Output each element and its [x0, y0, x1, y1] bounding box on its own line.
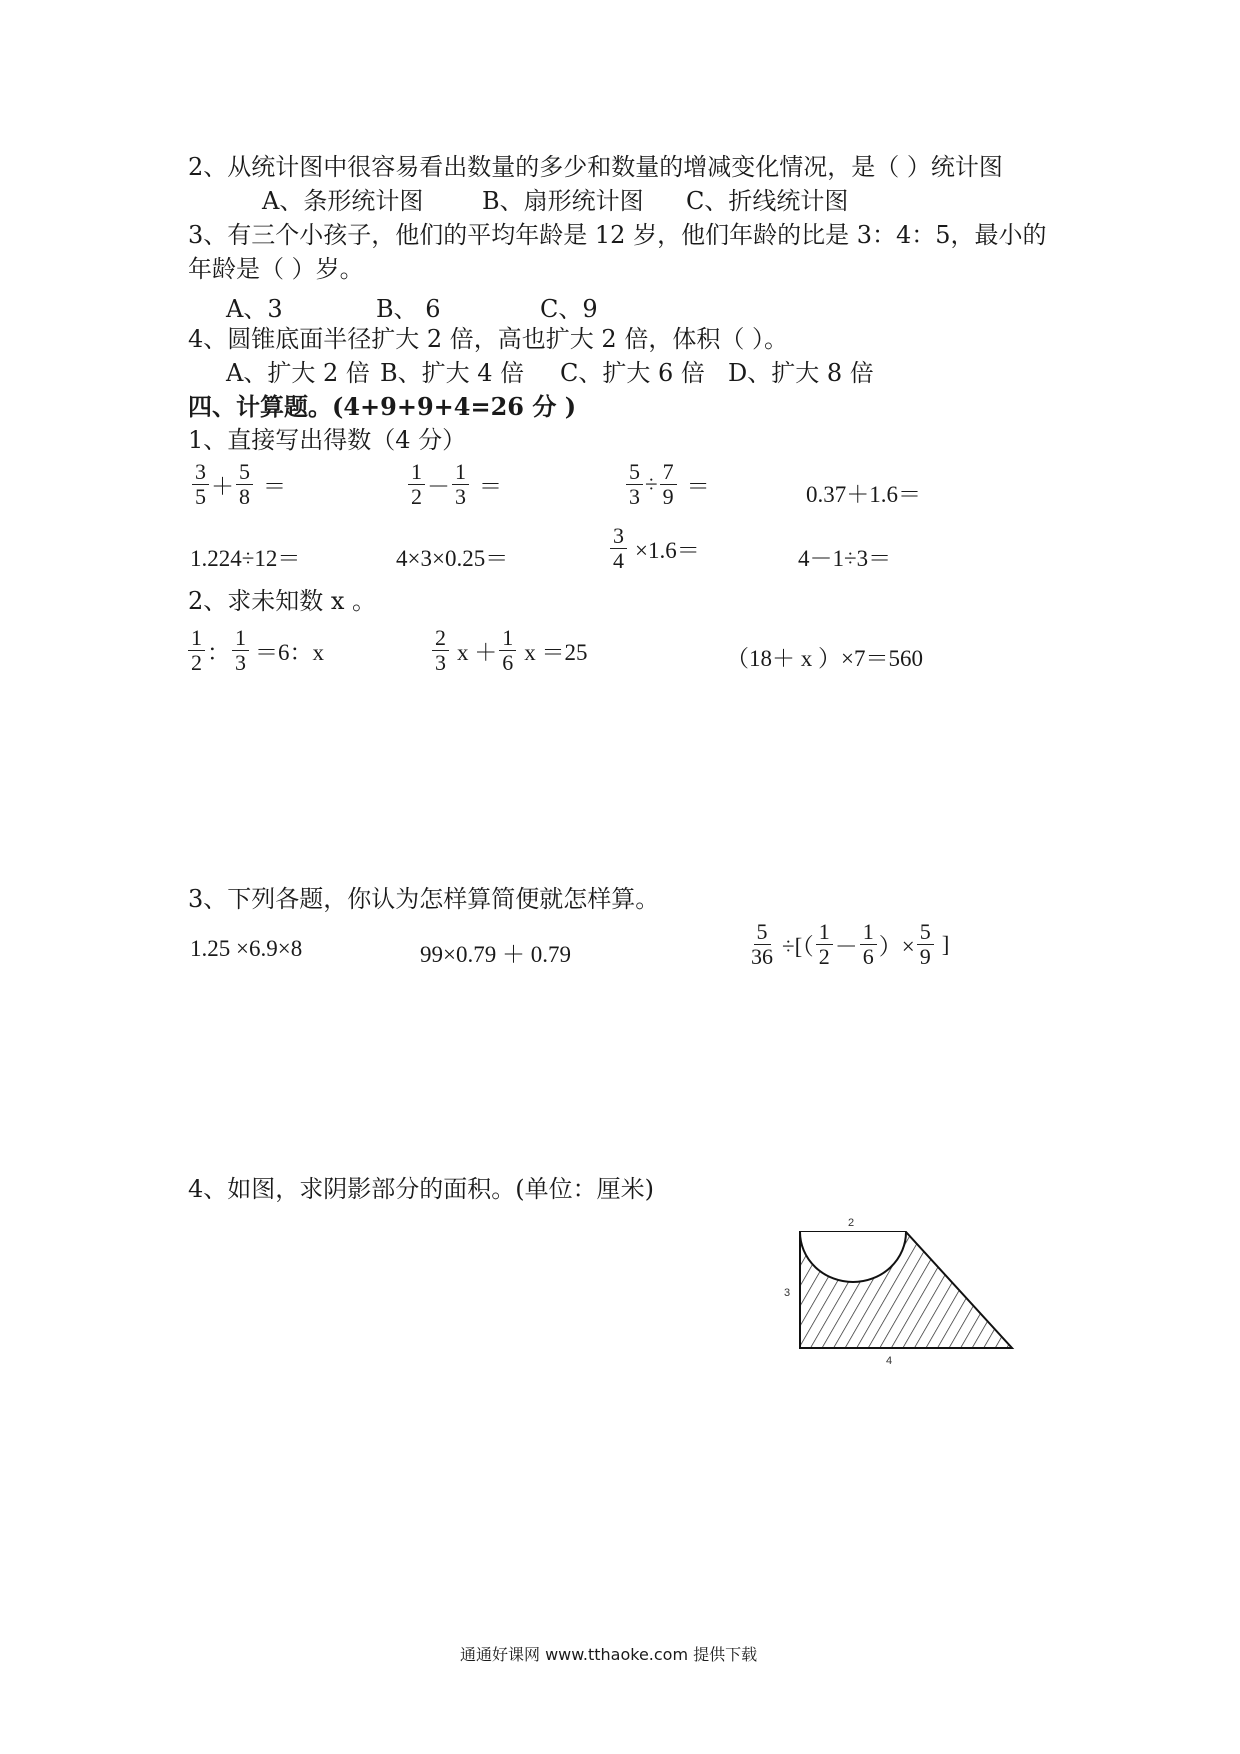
calc-expr-5: 1.224÷12＝ — [190, 546, 301, 571]
part4-title: 4、如图，求阴影部分的面积。(单位：厘米) — [188, 1175, 654, 1203]
footer-text: 通通好课网 www.tthaoke.com 提供下载 — [460, 1645, 758, 1664]
operator: ÷[（ — [782, 934, 814, 959]
section-title: 四、计算题。(4+9+9+4=26 分 ) — [188, 392, 577, 421]
fraction: $\frac{5}{9}$ — [917, 920, 934, 969]
q3-option-a: A、3 — [226, 295, 283, 323]
calc-expr-2 — [406, 460, 502, 509]
label-left: 3 — [784, 1287, 791, 1299]
q4-option-c: C、扩大 6 倍 — [560, 359, 705, 387]
equals: ＝ — [263, 474, 286, 499]
fraction: $\frac{5}{36}$ — [751, 919, 773, 969]
calc-expr-6: 4×3×0.25＝ — [396, 546, 509, 571]
ratio-sign: ： — [207, 640, 230, 665]
q3-option-c: C、9 — [540, 295, 598, 323]
simplify-expr-2: 99×0.79 ＋ 0.79 — [420, 942, 571, 967]
expression-mid: x ＋ — [457, 640, 498, 665]
expression-rest: ＝6：x — [255, 640, 324, 665]
fraction: $\frac{1}{3}$ — [232, 626, 249, 675]
calc-expr-1 — [190, 460, 286, 509]
calc-expr-4: 0.37＋1.6＝ — [806, 482, 921, 507]
operator: － — [834, 934, 858, 959]
q2-option-a: A、条形统计图 — [262, 187, 424, 215]
q4-option-b: B、扩大 4 倍 — [380, 359, 525, 387]
operator: ＋ — [211, 474, 234, 499]
equation-1 — [186, 626, 324, 675]
shaded-area-figure — [780, 1200, 1020, 1380]
fraction: $\frac{2}{3}$ — [432, 626, 449, 675]
expression-rest: x ＝25 — [524, 640, 588, 665]
fraction: $\frac{3}{4}$ — [610, 524, 627, 573]
calc-expr-8: 4－1÷3＝ — [798, 546, 892, 571]
q2-text: 2、从统计图中很容易看出数量的多少和数量的增减变化情况，是（ ）统计图 — [188, 153, 1003, 181]
calc-expr-3 — [624, 460, 710, 509]
q3-line1: 3、有三个小孩子，他们的平均年龄是 12 岁，他们年龄的比是 3：4：5，最小的 — [188, 221, 1047, 249]
equation-3: （18＋ x ）×7＝560 — [726, 646, 923, 671]
fraction: $\frac{1}{3}$ — [452, 460, 469, 509]
fraction: $\frac{1}{2}$ — [188, 626, 205, 675]
fraction: $\frac{5}{8}$ — [236, 460, 253, 509]
fraction: $\frac{1}{6}$ — [860, 920, 877, 969]
fraction: $\frac{5}{3}$ — [626, 460, 643, 509]
bracket: ] — [941, 931, 950, 957]
part3-title: 3、下列各题，你认为怎样算简便就怎样算。 — [188, 885, 660, 913]
fraction: $\frac{1}{2}$ — [816, 920, 833, 969]
simplify-expr-3 — [746, 920, 949, 969]
equation-2 — [430, 626, 588, 675]
label-bottom: 4 — [886, 1355, 893, 1367]
part1-title: 1、直接写出得数（4 分） — [188, 426, 467, 454]
q2-option-b: B、扇形统计图 — [482, 187, 644, 215]
q4-option-d: D、扩大 8 倍 — [728, 359, 874, 387]
simplify-expr-1: 1.25 ×6.9×8 — [190, 936, 303, 961]
operator: ÷ — [645, 471, 658, 497]
fraction: $\frac{7}{9}$ — [660, 460, 677, 509]
fraction: $\frac{3}{5}$ — [192, 460, 209, 509]
q3-line2: 年龄是（ ）岁。 — [188, 255, 364, 283]
q2-option-c: C、折线统计图 — [686, 187, 849, 215]
q4-option-a: A、扩大 2 倍 — [226, 359, 370, 387]
operator: － — [427, 474, 450, 499]
expression-rest: ×1.6＝ — [635, 538, 700, 563]
q4-text: 4、圆锥底面半径扩大 2 倍，高也扩大 2 倍，体积（ ）。 — [188, 325, 788, 353]
q3-option-b: B、 6 — [376, 295, 441, 323]
calc-expr-7 — [608, 524, 700, 573]
label-top: 2 — [848, 1217, 855, 1229]
operator: ）× — [878, 934, 915, 959]
fraction: $\frac{1}{6}$ — [499, 626, 516, 675]
equals: ＝ — [686, 474, 710, 499]
fraction: $\frac{1}{2}$ — [408, 460, 425, 509]
equals: ＝ — [479, 474, 502, 499]
part2-title: 2、求未知数 x 。 — [188, 587, 377, 615]
